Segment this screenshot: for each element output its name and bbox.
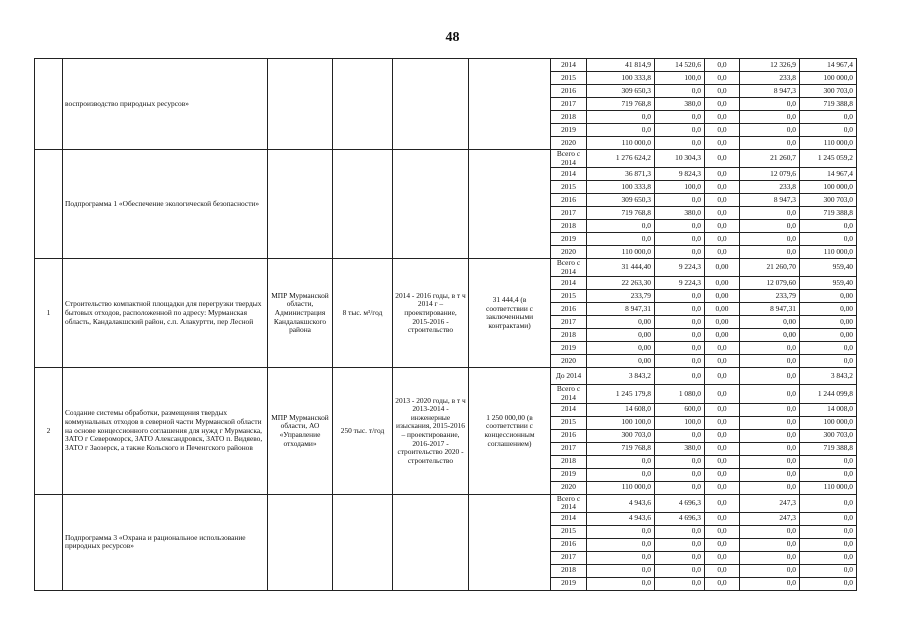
capacity: 250 тыс. т/год — [333, 368, 393, 494]
local-budget-cell: 0,00 — [740, 316, 800, 329]
local-budget-cell: 0,0 — [740, 538, 800, 551]
extrabudgetary-cell: 110 000,0 — [800, 246, 857, 259]
block-number: 1 — [35, 259, 63, 368]
local-budget-cell: 8 947,3 — [740, 85, 800, 98]
year-cell: 2016 — [551, 429, 587, 442]
table-body — [35, 59, 857, 591]
regional-budget-cell: 0,0 — [655, 481, 705, 494]
extrabudgetary-cell: 0,00 — [800, 329, 857, 342]
regional-budget-cell: 9 224,3 — [655, 277, 705, 290]
federal-budget-cell: 0,0 — [705, 233, 740, 246]
total-cell: 0,00 — [587, 329, 655, 342]
regional-budget-cell: 0,0 — [655, 303, 705, 316]
extrabudgetary-cell: 0,00 — [800, 303, 857, 316]
federal-budget-cell: 0,0 — [705, 468, 740, 481]
year-cell: 2016 — [551, 194, 587, 207]
year-cell: 2018 — [551, 329, 587, 342]
year-cell: 2018 — [551, 455, 587, 468]
local-budget-cell: 0,0 — [740, 481, 800, 494]
local-budget-cell: 12 326,9 — [740, 59, 800, 72]
year-cell: Всего с 2014 — [551, 494, 587, 512]
year-cell: 2014 — [551, 59, 587, 72]
extrabudgetary-cell: 0,0 — [800, 564, 857, 577]
total-cell: 0,0 — [587, 538, 655, 551]
federal-budget-cell: 0,0 — [705, 150, 740, 168]
extrabudgetary-cell: 1 245 059,2 — [800, 150, 857, 168]
year-cell: Всего с 2014 — [551, 150, 587, 168]
total-cell: 0,0 — [587, 564, 655, 577]
block-name: Создание системы обработки, размещения твердых коммунальных отходов в северной части Мурманской области на основе концессионного соглашения для нужд г Мурманска, ЗАТО г Североморск, ЗАТО Александровск, ЗАТО п. Видяево, ЗАТО г Заозерск, а также Кольского и Печенгского районов — [63, 368, 268, 494]
local-budget-cell: 0,0 — [740, 111, 800, 124]
local-budget-cell: 0,0 — [740, 525, 800, 538]
regional-budget-cell: 1 080,0 — [655, 385, 705, 403]
total-cell: 22 263,30 — [587, 277, 655, 290]
capacity — [333, 494, 393, 590]
page-number: 48 — [445, 30, 460, 45]
extrabudgetary-cell: 0,0 — [800, 455, 857, 468]
federal-budget-cell: 0,0 — [705, 494, 740, 512]
local-budget-cell: 0,0 — [740, 551, 800, 564]
extrabudgetary-cell: 0,0 — [800, 233, 857, 246]
regional-budget-cell: 0,0 — [655, 316, 705, 329]
extrabudgetary-cell: 100 000,0 — [800, 181, 857, 194]
total-cell: 719 768,8 — [587, 207, 655, 220]
regional-budget-cell: 0,0 — [655, 468, 705, 481]
local-budget-cell: 0,0 — [740, 342, 800, 355]
year-cell: 2014 — [551, 403, 587, 416]
total-cell: 110 000,0 — [587, 137, 655, 150]
extrabudgetary-cell: 3 843,2 — [800, 368, 857, 385]
regional-budget-cell: 0,0 — [655, 124, 705, 137]
total-cell: 719 768,8 — [587, 98, 655, 111]
year-cell: 2019 — [551, 124, 587, 137]
federal-budget-cell: 0,0 — [705, 512, 740, 525]
regional-budget-cell: 0,0 — [655, 137, 705, 150]
federal-budget-cell: 0,0 — [705, 525, 740, 538]
year-cell: 2017 — [551, 207, 587, 220]
local-budget-cell: 21 260,7 — [740, 150, 800, 168]
estimated-cost: 1 250 000,00 (в соответствии с концессионным соглашением) — [469, 368, 551, 494]
total-cell: 1 245 179,8 — [587, 385, 655, 403]
total-cell: 0,0 — [587, 220, 655, 233]
regional-budget-cell: 4 696,3 — [655, 512, 705, 525]
local-budget-cell: 0,0 — [740, 468, 800, 481]
total-cell: 14 608,0 — [587, 403, 655, 416]
block-number — [35, 494, 63, 590]
federal-budget-cell: 0,0 — [705, 481, 740, 494]
federal-budget-cell: 0,0 — [705, 98, 740, 111]
table-row — [35, 150, 857, 168]
implementation-period: 2014 - 2016 годы, в т ч 2014 г – проектирование, 2015-2016 - строительство — [393, 259, 469, 368]
year-cell: 2018 — [551, 564, 587, 577]
extrabudgetary-cell: 100 000,0 — [800, 416, 857, 429]
local-budget-cell: 233,79 — [740, 290, 800, 303]
estimated-cost — [469, 150, 551, 259]
federal-budget-cell: 0,0 — [705, 342, 740, 355]
regional-budget-cell: 380,0 — [655, 442, 705, 455]
local-budget-cell: 0,0 — [740, 416, 800, 429]
federal-budget-cell: 0,0 — [705, 194, 740, 207]
total-cell: 309 650,3 — [587, 85, 655, 98]
federal-budget-cell: 0,00 — [705, 277, 740, 290]
federal-budget-cell: 0,0 — [705, 72, 740, 85]
federal-budget-cell: 0,0 — [705, 442, 740, 455]
extrabudgetary-cell: 0,0 — [800, 468, 857, 481]
block-name: Подпрограмма 1 «Обеспечение экологической безопасности» — [63, 150, 268, 259]
year-cell: 2019 — [551, 468, 587, 481]
local-budget-cell: 0,0 — [740, 429, 800, 442]
federal-budget-cell: 0,0 — [705, 220, 740, 233]
total-cell: 0,0 — [587, 468, 655, 481]
capacity — [333, 150, 393, 259]
local-budget-cell: 0,0 — [740, 564, 800, 577]
year-cell: 2018 — [551, 220, 587, 233]
total-cell: 36 871,3 — [587, 168, 655, 181]
year-cell: 2020 — [551, 137, 587, 150]
capacity — [333, 59, 393, 150]
regional-budget-cell: 0,0 — [655, 329, 705, 342]
regional-budget-cell: 380,0 — [655, 207, 705, 220]
extrabudgetary-cell: 14 967,4 — [800, 59, 857, 72]
regional-budget-cell: 380,0 — [655, 98, 705, 111]
regional-budget-cell: 100,0 — [655, 416, 705, 429]
regional-budget-cell: 0,0 — [655, 342, 705, 355]
extrabudgetary-cell: 0,0 — [800, 577, 857, 590]
year-cell: 2019 — [551, 233, 587, 246]
year-cell: 2015 — [551, 416, 587, 429]
extrabudgetary-cell: 0,0 — [800, 342, 857, 355]
local-budget-cell: 21 260,70 — [740, 259, 800, 277]
federal-budget-cell: 0,0 — [705, 168, 740, 181]
capacity: 8 тыс. м³/год — [333, 259, 393, 368]
implementation-period — [393, 150, 469, 259]
extrabudgetary-cell: 100 000,0 — [800, 72, 857, 85]
federal-budget-cell: 0,0 — [705, 355, 740, 368]
federal-budget-cell: 0,0 — [705, 551, 740, 564]
regional-budget-cell: 4 696,3 — [655, 494, 705, 512]
regional-budget-cell: 100,0 — [655, 72, 705, 85]
regional-budget-cell: 0,0 — [655, 429, 705, 442]
local-budget-cell: 8 947,3 — [740, 194, 800, 207]
year-cell: 2019 — [551, 577, 587, 590]
year-cell: 2020 — [551, 355, 587, 368]
federal-budget-cell: 0,0 — [705, 111, 740, 124]
table-row — [35, 494, 857, 512]
extrabudgetary-cell: 0,0 — [800, 220, 857, 233]
implementation-period: 2013 - 2020 годы, в т ч 2013-2014 - инженерные изыскания, 2015-2016 – проектирование, 2016-2017 - строительство 2020 - строительство — [393, 368, 469, 494]
local-budget-cell: 0,0 — [740, 368, 800, 385]
federal-budget-cell: 0,0 — [705, 181, 740, 194]
extrabudgetary-cell: 0,0 — [800, 355, 857, 368]
local-budget-cell: 0,00 — [740, 329, 800, 342]
regional-budget-cell: 0,0 — [655, 233, 705, 246]
extrabudgetary-cell: 0,00 — [800, 290, 857, 303]
responsible-org — [268, 150, 333, 259]
total-cell: 300 703,0 — [587, 429, 655, 442]
year-cell: 2017 — [551, 442, 587, 455]
extrabudgetary-cell: 1 244 099,8 — [800, 385, 857, 403]
federal-budget-cell: 0,00 — [705, 290, 740, 303]
responsible-org — [268, 494, 333, 590]
extrabudgetary-cell: 0,0 — [800, 494, 857, 512]
regional-budget-cell: 0,0 — [655, 246, 705, 259]
regional-budget-cell: 0,0 — [655, 455, 705, 468]
total-cell: 100 333,8 — [587, 72, 655, 85]
local-budget-cell: 0,0 — [740, 385, 800, 403]
federal-budget-cell: 0,0 — [705, 246, 740, 259]
federal-budget-cell: 0,0 — [705, 564, 740, 577]
federal-budget-cell: 0,0 — [705, 416, 740, 429]
estimated-cost — [469, 494, 551, 590]
table-row — [35, 259, 857, 277]
year-cell: 2015 — [551, 72, 587, 85]
extrabudgetary-cell: 300 703,0 — [800, 429, 857, 442]
year-cell: 2015 — [551, 290, 587, 303]
extrabudgetary-cell: 14 008,0 — [800, 403, 857, 416]
federal-budget-cell: 0,0 — [705, 538, 740, 551]
federal-budget-cell: 0,0 — [705, 577, 740, 590]
total-cell: 4 943,6 — [587, 494, 655, 512]
local-budget-cell: 0,0 — [740, 403, 800, 416]
local-budget-cell: 0,0 — [740, 137, 800, 150]
year-cell: 2015 — [551, 525, 587, 538]
regional-budget-cell: 0,0 — [655, 111, 705, 124]
local-budget-cell: 0,0 — [740, 355, 800, 368]
local-budget-cell: 0,0 — [740, 246, 800, 259]
local-budget-cell: 233,8 — [740, 181, 800, 194]
total-cell: 31 444,40 — [587, 259, 655, 277]
total-cell: 1 276 624,2 — [587, 150, 655, 168]
total-cell: 0,0 — [587, 551, 655, 564]
regional-budget-cell: 0,0 — [655, 577, 705, 590]
year-cell: Всего с 2014 — [551, 259, 587, 277]
federal-budget-cell: 0,0 — [705, 429, 740, 442]
total-cell: 0,00 — [587, 316, 655, 329]
total-cell: 100 100,0 — [587, 416, 655, 429]
regional-budget-cell: 0,0 — [655, 551, 705, 564]
federal-budget-cell: 0,0 — [705, 59, 740, 72]
regional-budget-cell: 100,0 — [655, 181, 705, 194]
year-cell: 2017 — [551, 551, 587, 564]
block-number: 2 — [35, 368, 63, 494]
total-cell: 309 650,3 — [587, 194, 655, 207]
total-cell: 41 814,9 — [587, 59, 655, 72]
total-cell: 110 000,0 — [587, 246, 655, 259]
local-budget-cell: 0,0 — [740, 233, 800, 246]
block-number — [35, 150, 63, 259]
total-cell: 0,0 — [587, 233, 655, 246]
local-budget-cell: 233,8 — [740, 72, 800, 85]
year-cell: До 2014 — [551, 368, 587, 385]
total-cell: 0,00 — [587, 342, 655, 355]
implementation-period — [393, 494, 469, 590]
block-name: воспроизводство природных ресурсов» — [63, 59, 268, 150]
extrabudgetary-cell: 0,0 — [800, 124, 857, 137]
federal-budget-cell: 0,0 — [705, 385, 740, 403]
regional-budget-cell: 9 224,3 — [655, 259, 705, 277]
total-cell: 0,0 — [587, 577, 655, 590]
year-cell: 2019 — [551, 342, 587, 355]
extrabudgetary-cell: 959,40 — [800, 259, 857, 277]
regional-budget-cell: 14 520,6 — [655, 59, 705, 72]
regional-budget-cell: 600,0 — [655, 403, 705, 416]
local-budget-cell: 12 079,6 — [740, 168, 800, 181]
local-budget-cell: 0,0 — [740, 207, 800, 220]
extrabudgetary-cell: 300 703,0 — [800, 85, 857, 98]
extrabudgetary-cell: 14 967,4 — [800, 168, 857, 181]
year-cell: 2015 — [551, 181, 587, 194]
federal-budget-cell: 0,00 — [705, 329, 740, 342]
local-budget-cell: 247,3 — [740, 512, 800, 525]
total-cell: 719 768,8 — [587, 442, 655, 455]
extrabudgetary-cell: 719 388,8 — [800, 207, 857, 220]
year-cell: 2017 — [551, 316, 587, 329]
extrabudgetary-cell: 0,0 — [800, 538, 857, 551]
local-budget-cell: 247,3 — [740, 494, 800, 512]
table-row — [35, 368, 857, 385]
responsible-org: МПР Мурманской области, Администрация Кандалакшского района — [268, 259, 333, 368]
local-budget-cell: 0,0 — [740, 124, 800, 137]
extrabudgetary-cell: 0,0 — [800, 111, 857, 124]
extrabudgetary-cell: 0,0 — [800, 525, 857, 538]
total-cell: 0,0 — [587, 455, 655, 468]
federal-budget-cell: 0,0 — [705, 124, 740, 137]
total-cell: 3 843,2 — [587, 368, 655, 385]
block-name: Строительство компактной площадки для перегрузки твердых бытовых отходов, расположенной по адресу: Мурманская область, Кандалакшский район, с.п. Алакуртти, пер Лесной — [63, 259, 268, 368]
year-cell: 2016 — [551, 85, 587, 98]
federal-budget-cell: 0,00 — [705, 316, 740, 329]
local-budget-cell: 0,0 — [740, 98, 800, 111]
regional-budget-cell: 0,0 — [655, 290, 705, 303]
regional-budget-cell: 0,0 — [655, 220, 705, 233]
federal-budget-cell: 0,0 — [705, 85, 740, 98]
estimated-cost: 31 444,4 (в соответствии с заключенными контрактами) — [469, 259, 551, 368]
regional-budget-cell: 0,0 — [655, 85, 705, 98]
local-budget-cell: 0,0 — [740, 455, 800, 468]
total-cell: 8 947,31 — [587, 303, 655, 316]
total-cell: 100 333,8 — [587, 181, 655, 194]
total-cell: 110 000,0 — [587, 481, 655, 494]
block-number — [35, 59, 63, 150]
regional-budget-cell: 0,0 — [655, 564, 705, 577]
block-name: Подпрограмма 3 «Охрана и рациональное использование природных ресурсов» — [63, 494, 268, 590]
year-cell: 2016 — [551, 303, 587, 316]
extrabudgetary-cell: 0,0 — [800, 551, 857, 564]
federal-budget-cell: 0,0 — [705, 368, 740, 385]
year-cell: 2014 — [551, 512, 587, 525]
year-cell: Всего с 2014 — [551, 385, 587, 403]
regional-budget-cell: 0,0 — [655, 525, 705, 538]
regional-budget-cell: 0,0 — [655, 355, 705, 368]
federal-budget-cell: 0,00 — [705, 259, 740, 277]
table-row — [35, 59, 857, 72]
year-cell: 2018 — [551, 111, 587, 124]
responsible-org — [268, 59, 333, 150]
year-cell: 2020 — [551, 481, 587, 494]
regional-budget-cell: 10 304,3 — [655, 150, 705, 168]
local-budget-cell: 0,0 — [740, 577, 800, 590]
federal-budget-cell: 0,0 — [705, 207, 740, 220]
extrabudgetary-cell: 959,40 — [800, 277, 857, 290]
total-cell: 0,0 — [587, 124, 655, 137]
local-budget-cell: 8 947,31 — [740, 303, 800, 316]
estimated-cost — [469, 59, 551, 150]
local-budget-cell: 0,0 — [740, 220, 800, 233]
year-cell: 2020 — [551, 246, 587, 259]
regional-budget-cell: 0,0 — [655, 368, 705, 385]
year-cell: 2017 — [551, 98, 587, 111]
federal-budget-cell: 0,0 — [705, 455, 740, 468]
federal-budget-cell: 0,0 — [705, 137, 740, 150]
year-cell: 2016 — [551, 538, 587, 551]
extrabudgetary-cell: 719 388,8 — [800, 442, 857, 455]
federal-budget-cell: 0,0 — [705, 403, 740, 416]
total-cell: 0,0 — [587, 525, 655, 538]
total-cell: 0,0 — [587, 111, 655, 124]
federal-budget-cell: 0,00 — [705, 303, 740, 316]
regional-budget-cell: 0,0 — [655, 194, 705, 207]
program-funding-table — [34, 58, 857, 591]
extrabudgetary-cell: 110 000,0 — [800, 137, 857, 150]
local-budget-cell: 12 079,60 — [740, 277, 800, 290]
extrabudgetary-cell: 110 000,0 — [800, 481, 857, 494]
local-budget-cell: 0,0 — [740, 442, 800, 455]
year-cell: 2014 — [551, 277, 587, 290]
year-cell: 2014 — [551, 168, 587, 181]
regional-budget-cell: 9 824,3 — [655, 168, 705, 181]
extrabudgetary-cell: 0,00 — [800, 316, 857, 329]
responsible-org: МПР Мурманской области, АО «Управление отходами» — [268, 368, 333, 494]
extrabudgetary-cell: 300 703,0 — [800, 194, 857, 207]
regional-budget-cell: 0,0 — [655, 538, 705, 551]
extrabudgetary-cell: 0,0 — [800, 512, 857, 525]
extrabudgetary-cell: 719 388,8 — [800, 98, 857, 111]
total-cell: 4 943,6 — [587, 512, 655, 525]
implementation-period — [393, 59, 469, 150]
total-cell: 0,00 — [587, 355, 655, 368]
total-cell: 233,79 — [587, 290, 655, 303]
